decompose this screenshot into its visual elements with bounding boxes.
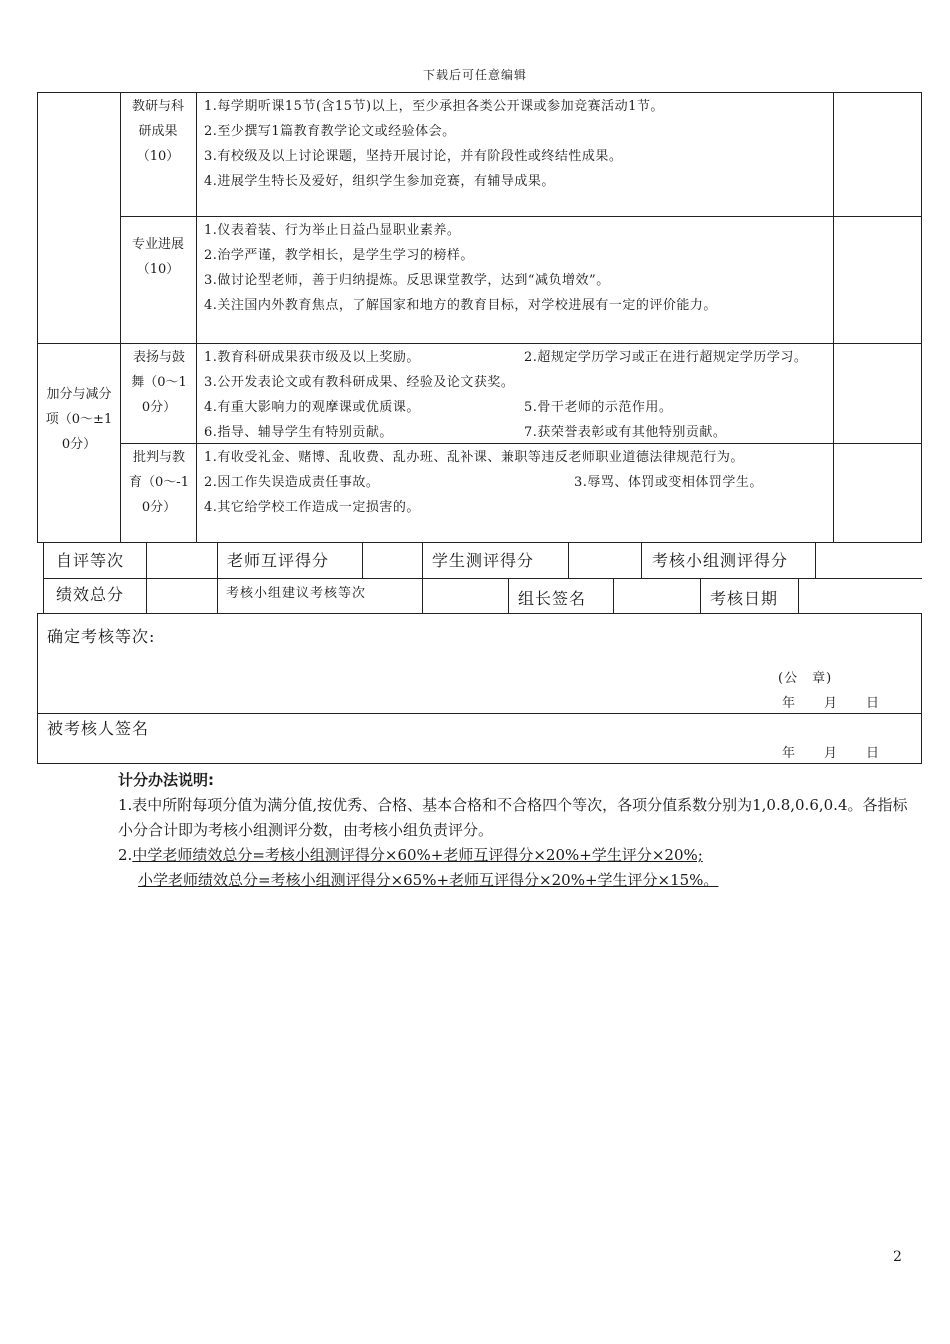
notes-line (118, 868, 918, 893)
grid-line (146, 543, 147, 578)
praise-items (204, 345, 828, 445)
grid-line (146, 578, 147, 613)
grid-line (43, 543, 44, 613)
date-label: 考核日期 (710, 589, 779, 608)
category-bonus-deduction: 加分与减分项（0～±10分） (45, 387, 113, 452)
category-research: 教研与科研成果（10） (131, 99, 184, 164)
grid-line (833, 92, 834, 543)
list-item: 1.有收受礼金、赌博、乱收费、乱办班、乱补课、兼职等违反老师职业道德法律规范行为。 (204, 450, 744, 465)
page-number: 2 (893, 1249, 902, 1265)
list-item: 4.有重大影响力的观摩课或优质课。 (204, 400, 420, 415)
list-item: 3.做讨论型老师，善于归纳提炼。反思课堂教学，达到“减负增效”。 (204, 273, 610, 288)
notes-line: 1.表中所附每项分值为满分值,按优秀、合格、基本合格和不合格四个等次，各项分值系数分别为1,0.8,0.6,0.4。各指标小分合计即为考核小组测评分数，由考核小组负责评分。 (118, 796, 908, 839)
suggested-grade-label: 考核小组建议考核等次 (226, 586, 367, 601)
list-item: 2.超规定学历学习或正在进行超规定学历学习。 (524, 350, 808, 365)
list-item: 1.仪表着装、行为举止日益凸显职业素养。 (204, 223, 461, 238)
confirm-date-line: 年 月 日 (782, 696, 881, 711)
total-score-label: 绩效总分 (56, 585, 125, 604)
list-item: 7.获荣誉表彰或有其他特别贡献。 (524, 425, 727, 440)
research-items (204, 94, 828, 194)
grid-line (422, 543, 423, 578)
list-item: 4.进展学生特长及爱好，组织学生参加竞赛，有辅导成果。 (204, 174, 555, 189)
grid-line (798, 578, 799, 613)
grid-line (217, 543, 218, 578)
grid-line (120, 92, 121, 543)
list-item: 3.有校级及以上讨论课题，坚持开展讨论，并有阶段性或终结性成果。 (204, 149, 623, 164)
list-item: 3.辱骂、体罚或变相体罚学生。 (574, 475, 763, 490)
list-item: 1.每学期听课15节(含15节)以上，至少承担各类公开课或参加竞赛活动1节。 (204, 99, 664, 114)
list-item: 2.因工作失误造成责任事故。 (204, 475, 380, 490)
list-item: 6.指导、辅导学生有特别贡献。 (204, 425, 393, 440)
student-score-label: 学生测评得分 (432, 551, 535, 570)
signature-label: 被考核人签名 (47, 719, 150, 738)
seal-label: (公 章) (778, 671, 833, 686)
list-item: 4.关注国内外教育焦点，了解国家和地方的教育目标，对学校进展有一定的评价能力。 (204, 298, 717, 313)
grid-line (362, 543, 363, 578)
list-item: 3.公开发表论文或有教科研成果、经验及论文获奖。 (204, 375, 515, 390)
grid-line (641, 543, 642, 578)
grid-line (43, 578, 922, 579)
grid-line (217, 578, 218, 613)
list-item: 1.教育科研成果获市级及以上奖励。 (204, 350, 420, 365)
grid-line (422, 578, 423, 613)
panel-score-label: 考核小组测评得分 (652, 551, 789, 570)
notes-formula: 中学老师绩效总分=考核小组测评得分×60%+老师互评得分×20%+学生评分×20%; (132, 846, 703, 864)
notes-formula: 小学老师绩效总分=考核小组测评得分×65%+老师互评得分×20%+学生评分×15%。 (138, 871, 719, 889)
header-note: 下载后可任意编辑 (422, 68, 527, 82)
grid-line (815, 543, 816, 578)
signature-date-line: 年 月 日 (782, 746, 881, 761)
peer-score-label: 老师互评得分 (227, 551, 330, 570)
grid-line (700, 578, 701, 613)
category-praise: 表扬与鼓舞（0～10分） (131, 350, 187, 415)
leader-sign-label: 组长签名 (518, 589, 587, 608)
list-item: 5.骨干老师的示范作用。 (524, 400, 673, 415)
notes-title: 计分办法说明: (118, 771, 214, 789)
grid-line (613, 578, 614, 613)
grid-line (196, 92, 197, 543)
category-professional: 专业进展（10） (131, 237, 184, 277)
list-item: 4.其它给学校工作造成一定损害的。 (204, 500, 420, 515)
category-criticism: 批判与教育（0～-10分） (129, 450, 189, 515)
grid-line (568, 543, 569, 578)
confirm-grade-label: 确定考核等次: (47, 627, 156, 646)
scoring-notes (118, 768, 918, 893)
list-item: 2.至少撰写1篇教育教学论文或经验体会。 (204, 124, 456, 139)
grid-line (508, 578, 509, 613)
grid-line (120, 216, 922, 217)
professional-items (204, 218, 828, 318)
self-grade-label: 自评等次 (56, 551, 125, 570)
criticism-items (204, 445, 828, 520)
list-item: 2.治学严谨，教学相长，是学生学习的榜样。 (204, 248, 474, 263)
notes-line-prefix: 2. (118, 846, 133, 864)
notes-line (118, 843, 918, 868)
grid-line (37, 343, 922, 344)
